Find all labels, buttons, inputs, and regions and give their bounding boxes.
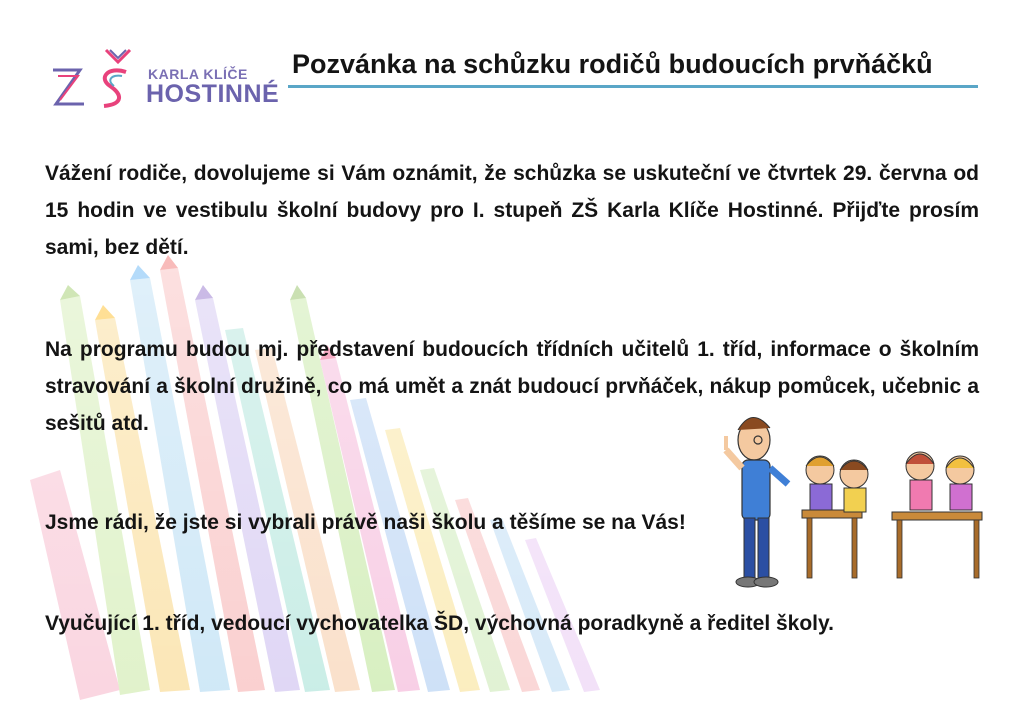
logo-school-name: KARLA KLÍČE — [148, 66, 248, 82]
paragraph-welcome: Jsme rádi, že jste si vybrali právě naši školu a těšíme se na Vás! — [45, 511, 686, 534]
teacher-figure-icon — [726, 417, 788, 587]
school-logo — [48, 42, 288, 120]
zs-logo-mark-icon — [48, 42, 143, 117]
logo-town-name: HOSTINNÉ — [146, 80, 280, 108]
paragraph-invitation: Vážení rodiče, dovolujeme si Vám oznámit, že schůzka se uskuteční ve čtvrtek 29. června od 15 hodin ve vestibulu školní budovy pro I. stupeň ZŠ Karla Klíče Hostinné. Přijďte prosím sami, bez dětí. — [45, 162, 979, 259]
page-title: Pozvánka na schůzku rodičů budoucích prvňáčků — [292, 49, 933, 79]
signature-line: Vyučující 1. tříd, vedoucí vychovatelka ŠD, výchovná poradkyně a ředitel školy. — [45, 612, 834, 635]
paragraph-program: Na programu budou mj. představení budoucích třídních učitelů 1. tříd, informace o školním stravování a školní družině, co má umět a znát budoucí prvňáček, nákup pomůcek, učebnic a sešitů atd. — [45, 338, 979, 435]
title-underline — [288, 85, 978, 88]
pupils-figures-icon — [806, 452, 974, 512]
